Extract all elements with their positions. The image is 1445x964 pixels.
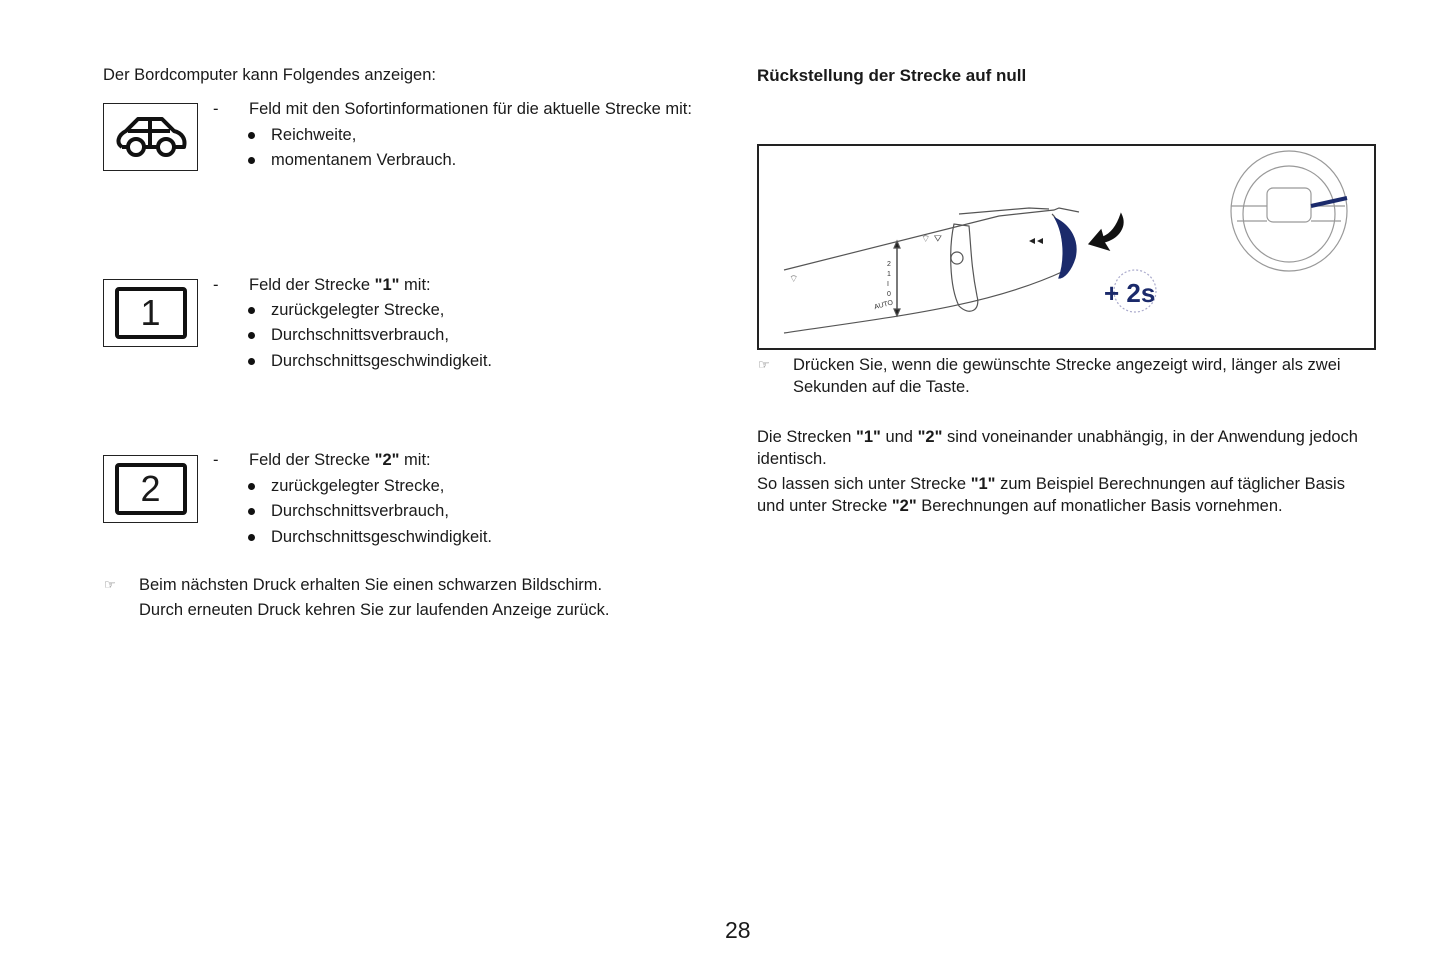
list-item: zurückgelegter Strecke, <box>271 477 445 495</box>
note-line: Sekunden auf die Taste. <box>793 378 970 396</box>
trip-1-icon-box <box>103 279 198 347</box>
list-item: Durchschnittsgeschwindigkeit. <box>271 528 493 546</box>
section-heading: Rückstellung der Strecke auf null <box>757 66 1027 85</box>
svg-text:⌔: ⌔ <box>789 274 799 285</box>
pointing-hand-icon: ☞ <box>104 577 116 592</box>
list-item: Durchschnittsverbrauch, <box>271 326 449 344</box>
curved-arrow-icon <box>1089 214 1123 250</box>
paragraph-line: So lassen sich unter Strecke "1" zum Beispiel Berechnungen auf täglicher Basis <box>757 475 1345 493</box>
section-title: Feld der Strecke "2" mit: <box>249 451 431 469</box>
list-item: Durchschnittsgeschwindigkeit. <box>271 352 493 370</box>
car-icon <box>114 113 188 161</box>
list-item: momentanem Verbrauch. <box>271 151 457 169</box>
dash: - <box>213 451 219 469</box>
scale-labels <box>873 261 894 311</box>
paragraph-line: Die Strecken "1" und "2" sind voneinander unabhängig, in der Anwendung jedoch <box>757 428 1358 446</box>
note-line: Durch erneuten Druck kehren Sie zur laufenden Anzeige zurück. <box>139 601 610 619</box>
page-number: 28 <box>725 917 751 943</box>
trip-1-icon: 1 <box>115 287 187 339</box>
svg-text:1: 1 <box>887 271 891 278</box>
svg-text:2: 2 <box>887 261 891 268</box>
note-line: Beim nächsten Druck erhalten Sie einen schwarzen Bildschirm. <box>139 576 603 594</box>
trip-instant-icon-box <box>103 103 198 171</box>
list-item: Reichweite, <box>271 126 357 144</box>
dash: - <box>213 100 219 118</box>
list-item: Durchschnittsverbrauch, <box>271 502 449 520</box>
trip-2-icon: 2 <box>115 463 187 515</box>
intro-text: Der Bordcomputer kann Folgendes anzeigen: <box>103 66 436 84</box>
trip-2-icon-box <box>103 455 198 523</box>
list-item: zurückgelegter Strecke, <box>271 301 445 319</box>
stalk-illustration <box>757 144 1376 350</box>
wiper-stalk <box>784 208 1079 333</box>
steering-wheel-icon <box>1231 151 1347 271</box>
note-line: Drücken Sie, wenn die gewünschte Strecke angezeigt wird, länger als zwei <box>793 356 1341 374</box>
dash: - <box>213 276 219 294</box>
paragraph-line: identisch. <box>757 450 827 468</box>
section-title: Feld der Strecke "1" mit: <box>249 276 431 294</box>
paragraph-line: und unter Strecke "2" Berechnungen auf monatlicher Basis vornehmen. <box>757 497 1283 515</box>
svg-text:0: 0 <box>887 291 891 298</box>
hold-2s-label: + 2s <box>1104 278 1156 308</box>
svg-text:AUTO: AUTO <box>873 299 894 312</box>
svg-text:I: I <box>887 281 889 288</box>
svg-text:⌔ ▿: ⌔ ▿ <box>921 234 943 245</box>
section-title: Feld mit den Sofortinformationen für die aktuelle Strecke mit: <box>249 100 692 118</box>
pointing-hand-icon: ☞ <box>758 357 770 372</box>
